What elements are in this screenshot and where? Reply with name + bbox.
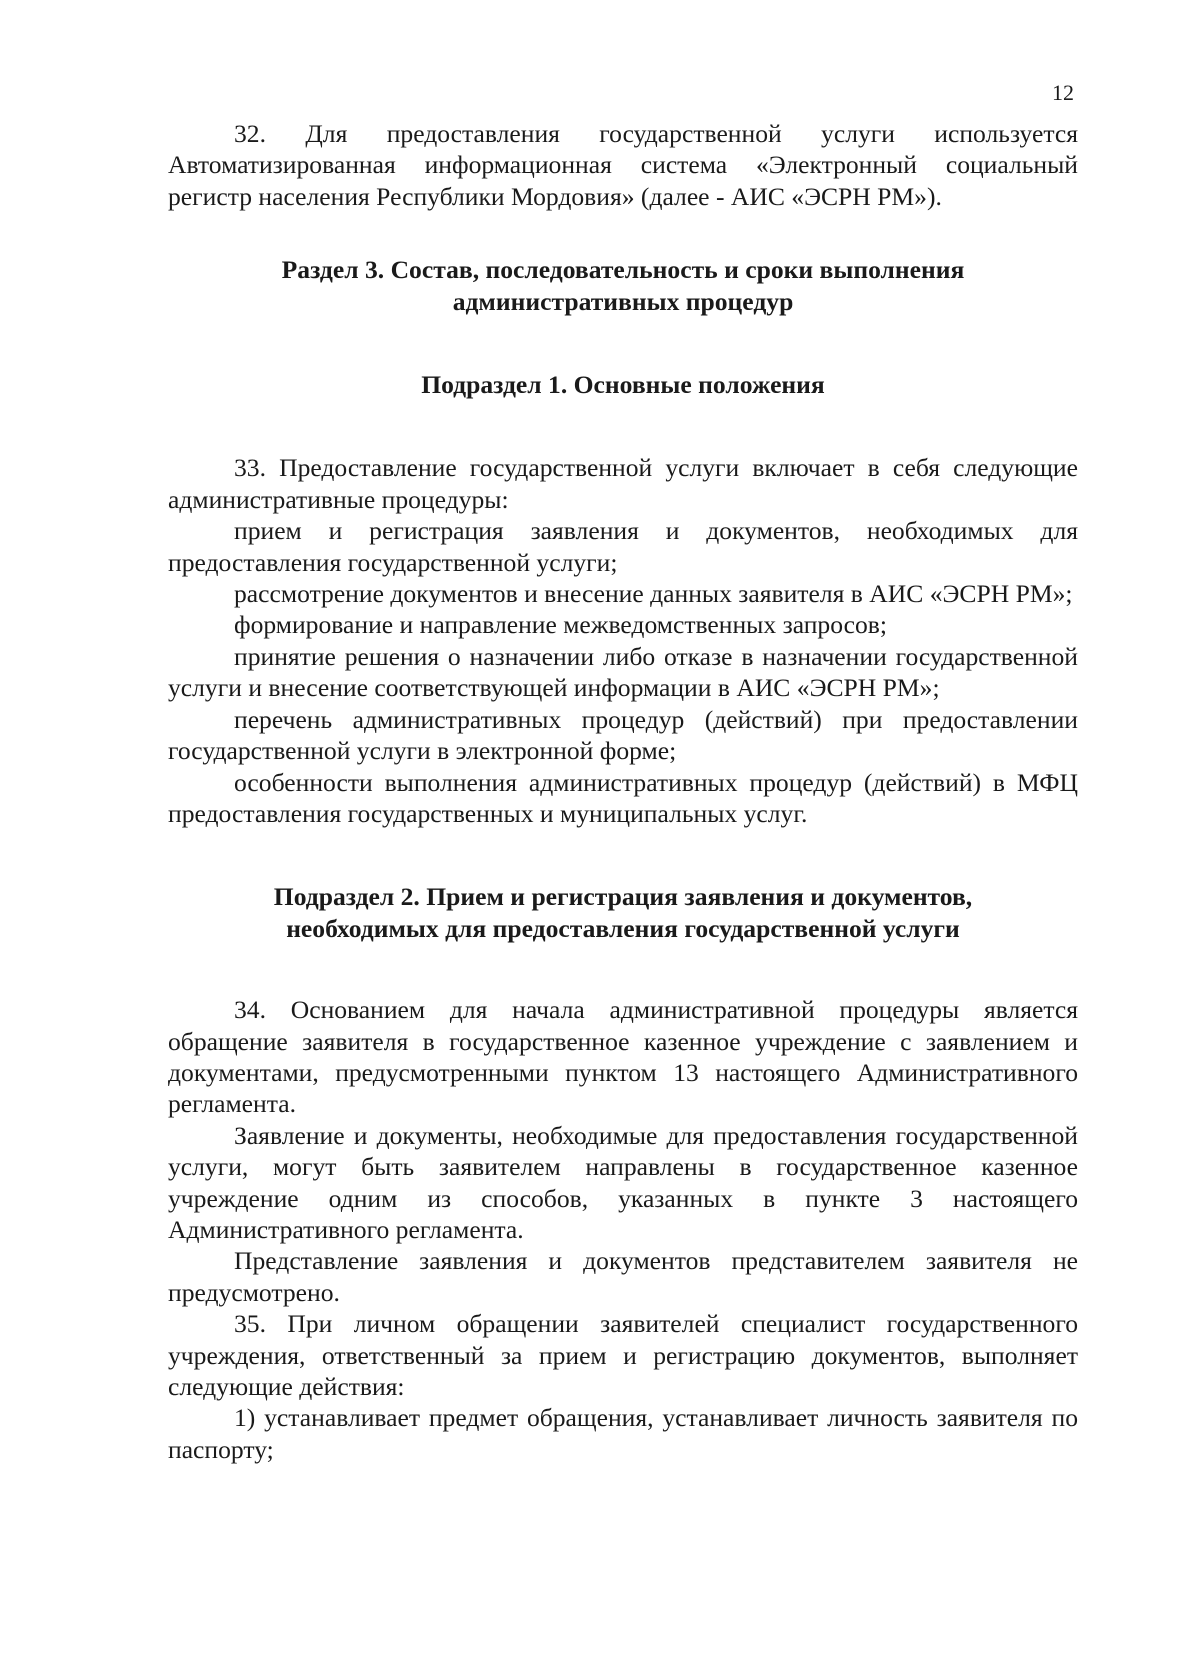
- subsection-2-heading: [168, 881, 1078, 944]
- page-content: [168, 118, 1078, 1465]
- subsection-1-heading: Подраздел 1. Основные положения: [421, 370, 825, 400]
- paragraph-34: 34. Основанием для начала административной процедуры является обращение заявителя в государственное казенное учреждение с заявлением и документами, предусмотренными пунктом 13 настоящего Административного регламента.: [168, 995, 1078, 1119]
- list-item: формирование и направление межведомственных запросов;: [234, 610, 887, 640]
- paragraph-34-representative: Представление заявления и документов представителем заявителя не предусмотрено.: [168, 1246, 1078, 1307]
- page-number: 12: [1052, 80, 1074, 105]
- paragraph-34-methods: Заявление и документы, необходимые для предоставления государственной услуги, могут быть заявителем направлены в государственное казенное учреждение одним из способов, указанных в пункте 3 настоящего Административного регламента.: [168, 1120, 1078, 1244]
- section-3-heading-line-1: Раздел 3. Состав, последовательность и сроки выполнения: [281, 255, 965, 285]
- list-item: прием и регистрация заявления и документов, необходимых для предоставления государственной услуги;: [168, 516, 1078, 577]
- section-3-heading-line-2: административных процедур: [452, 286, 794, 316]
- list-item: особенности выполнения административных процедур (действий) в МФЦ предоставления государственных и муниципальных услуг.: [168, 767, 1078, 828]
- section-3-heading: [168, 254, 1078, 317]
- paragraph-32: 32. Для предоставления государственной услуги используется Автоматизированная информационная система «Электронный социальный регистр населения Республики Мордовия» (далее - АИС «ЭСРН РМ»).: [168, 119, 1078, 211]
- subsection-2-heading-line-1: Подраздел 2. Прием и регистрация заявления и документов,: [273, 882, 973, 912]
- list-item: принятие решения о назначении либо отказе в назначении государственной услуги и внесение соответствующей информации в АИС «ЭСРН РМ»;: [168, 641, 1078, 703]
- paragraph-33: 33. Предоставление государственной услуги включает в себя следующие административные процедуры:: [168, 453, 1078, 514]
- paragraph-35-item-1: 1) устанавливает предмет обращения, устанавливает личность заявителя по паспорту;: [168, 1403, 1078, 1464]
- subsection-1-heading-block: [168, 369, 1078, 400]
- subsection-1-body: [168, 452, 1078, 829]
- subsection-2-body: [168, 994, 1078, 1465]
- list-item: рассмотрение документов и внесение данных заявителя в АИС «ЭСРН РМ»;: [234, 579, 1073, 609]
- paragraph-35: 35. При личном обращении заявителей специалист государственного учреждения, ответственный за прием и регистрацию документов, выполняет следующие действия:: [168, 1309, 1078, 1401]
- list-item: перечень административных процедур (действий) при предоставлении государственной услуги в электронной форме;: [168, 704, 1078, 766]
- subsection-2-heading-line-2: необходимых для предоставления государственной услуги: [286, 913, 960, 943]
